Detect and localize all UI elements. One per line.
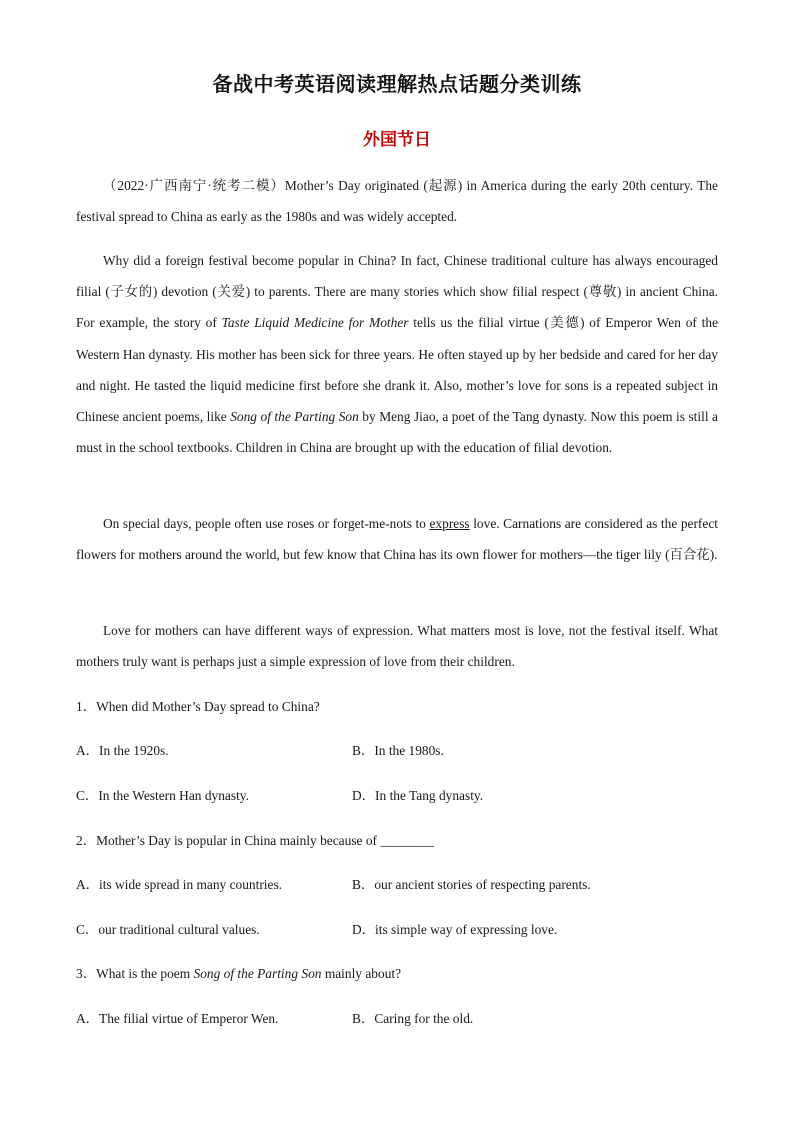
question-3-option-b: B．Caring for the old. bbox=[352, 1011, 474, 1026]
underlined-word: express bbox=[429, 516, 470, 531]
passage-paragraph-2 bbox=[76, 245, 718, 463]
section-subtitle: 外国节日 bbox=[363, 130, 431, 150]
text-segment: （2022·广西南宁·统考二模）Mother’s Day originated (起源) in America during the early 20th century. The festival spread to China as early as the 1980s and was widely accepted. bbox=[76, 178, 718, 225]
question-2-option-b: B．our ancient stories of respecting parents. bbox=[352, 877, 591, 892]
question-2-option-a: A．its wide spread in many countries. bbox=[76, 877, 283, 892]
question-1-option-c: C．In the Western Han dynasty. bbox=[76, 788, 249, 803]
page-title: 备战中考英语阅读理解热点话题分类训练 bbox=[212, 72, 582, 96]
passage-paragraph-1 bbox=[76, 170, 718, 232]
question-3-stem bbox=[76, 965, 401, 983]
text-segment: Why did a foreign festival become popular in China? In fact, Chinese traditional culture has always encouraged filial (子女的) devotion (关爱) to parents. There are many stories which show filial respect (尊敬) in ancient China. For example, the story of bbox=[76, 253, 718, 331]
question-1-option-b: B．In the 1980s. bbox=[352, 743, 444, 758]
text-segment: 1．When did Mother’s Day spread to China? bbox=[76, 699, 320, 714]
question-2-option-c: C．our traditional cultural values. bbox=[76, 922, 260, 937]
text-segment: Love for mothers can have different ways of expression. What matters most is love, not the festival itself. What mothers truly want is perhaps just a simple expression of love from their children. bbox=[76, 623, 718, 670]
text-segment: On special days, people often use roses or forget-me-nots to bbox=[103, 516, 430, 531]
text-segment: love. Carnations are considered as the perfect flowers for mothers around the world, but few know that China has its own flower for mothers—the tiger lily (百合花). bbox=[76, 516, 718, 563]
text-segment: tells us the filial virtue (美德) of Emperor Wen of the Western Han dynasty. His mother has been sick for three years. He often stayed up by her bedside and cared for her day and night. He tasted the liquid medicine first before she drank it. Also, mother’s love for sons is a repeated subject in Chinese ancient poems, like bbox=[76, 315, 719, 425]
passage-paragraph-3 bbox=[76, 508, 718, 570]
text-segment: mainly about? bbox=[321, 966, 402, 981]
question-2-option-d: D．its simple way of expressing love. bbox=[352, 922, 558, 937]
question-2-stem bbox=[76, 832, 434, 850]
text-segment: 3．What is the poem bbox=[76, 966, 194, 981]
italic-title: Taste Liquid Medicine for Mother bbox=[221, 315, 409, 331]
question-1-stem bbox=[76, 698, 320, 716]
question-1-option-a: A．In the 1920s. bbox=[76, 743, 169, 758]
text-segment: by Meng Jiao, a poet of the Tang dynasty. Now this poem is still a must in the school textbooks. Children in China are brought up with the education of filial devotion. bbox=[76, 409, 718, 456]
italic-title: Song of the Parting Son bbox=[193, 966, 322, 981]
question-3-option-a: A．The filial virtue of Emperor Wen. bbox=[76, 1011, 279, 1026]
italic-title: Song of the Parting Son bbox=[230, 409, 359, 425]
question-1-option-d: D．In the Tang dynasty. bbox=[352, 788, 484, 803]
passage-paragraph-4 bbox=[76, 615, 718, 677]
text-segment: 2．Mother’s Day is popular in China mainly because of ________ bbox=[76, 833, 434, 848]
